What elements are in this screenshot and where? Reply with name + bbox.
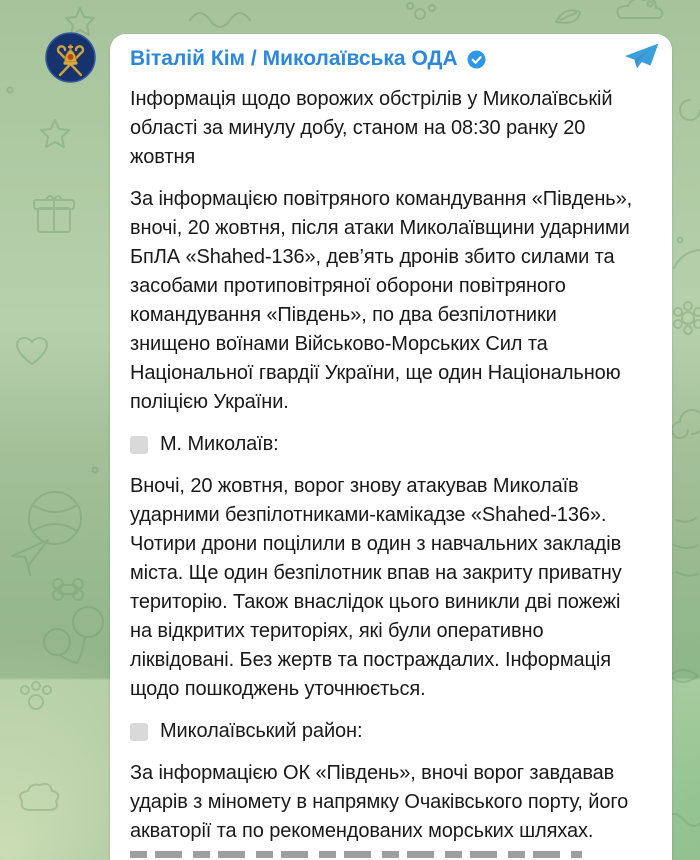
message-paragraph: Вночі, 20 жовтня, ворог знову атакував Миколаїв ударними безпілотниками-камікадзе «Shahed-136». Чотири дрони поцілили в один з навчальних закладів міста. Ще один безпілотник впав на закриту приватну територію. Також внаслідок цього виникли дві пожежі на відкритих територіях, які були оперативно ліквідовані. Без жертв та постраждалих. Інформація щодо пошкоджень уточнюється. xyxy=(130,475,622,700)
verified-badge-icon xyxy=(466,49,487,70)
section-bullet-square-icon xyxy=(130,436,148,454)
coat-of-arms-icon xyxy=(45,32,96,83)
section-header-label: Миколаївський район: xyxy=(160,720,363,742)
message-paragraph: Інформація щодо ворожих обстрілів у Миколаївській області за минулу добу, станом на 08:30 ранку 20 жовтня xyxy=(130,88,613,168)
message-paragraph: За інформацією ОК «Південь», вночі ворог завдавав ударів з міномету в напрямку Очаківського порту, його акваторії та по рекомендованих морських шляхах. xyxy=(130,762,629,842)
section-header xyxy=(130,717,642,746)
message-header xyxy=(130,46,642,72)
section-header-label: М. Миколаїв: xyxy=(160,433,279,455)
clipped-text-line xyxy=(130,851,582,858)
message-bubble xyxy=(110,34,672,860)
channel-avatar[interactable] xyxy=(45,32,96,83)
channel-name[interactable]: Віталій Кім / Миколаївська ОДА xyxy=(130,47,458,70)
message-paragraph: За інформацією повітряного командування «Південь», вночі, 20 жовтня, після атаки Миколаївщини ударними БпЛА «Shahed-136», дев’ять дронів збито силами та засобами протиповітряної оборони повітряного командування «Південь», по два безпілотники знищено воїнами Військово-Морських Сил та Національної гвардії України, ще один Національною поліцією України. xyxy=(130,188,633,413)
share-paper-plane-icon[interactable] xyxy=(624,43,659,69)
section-bullet-square-icon xyxy=(130,723,148,741)
section-header xyxy=(130,430,642,459)
